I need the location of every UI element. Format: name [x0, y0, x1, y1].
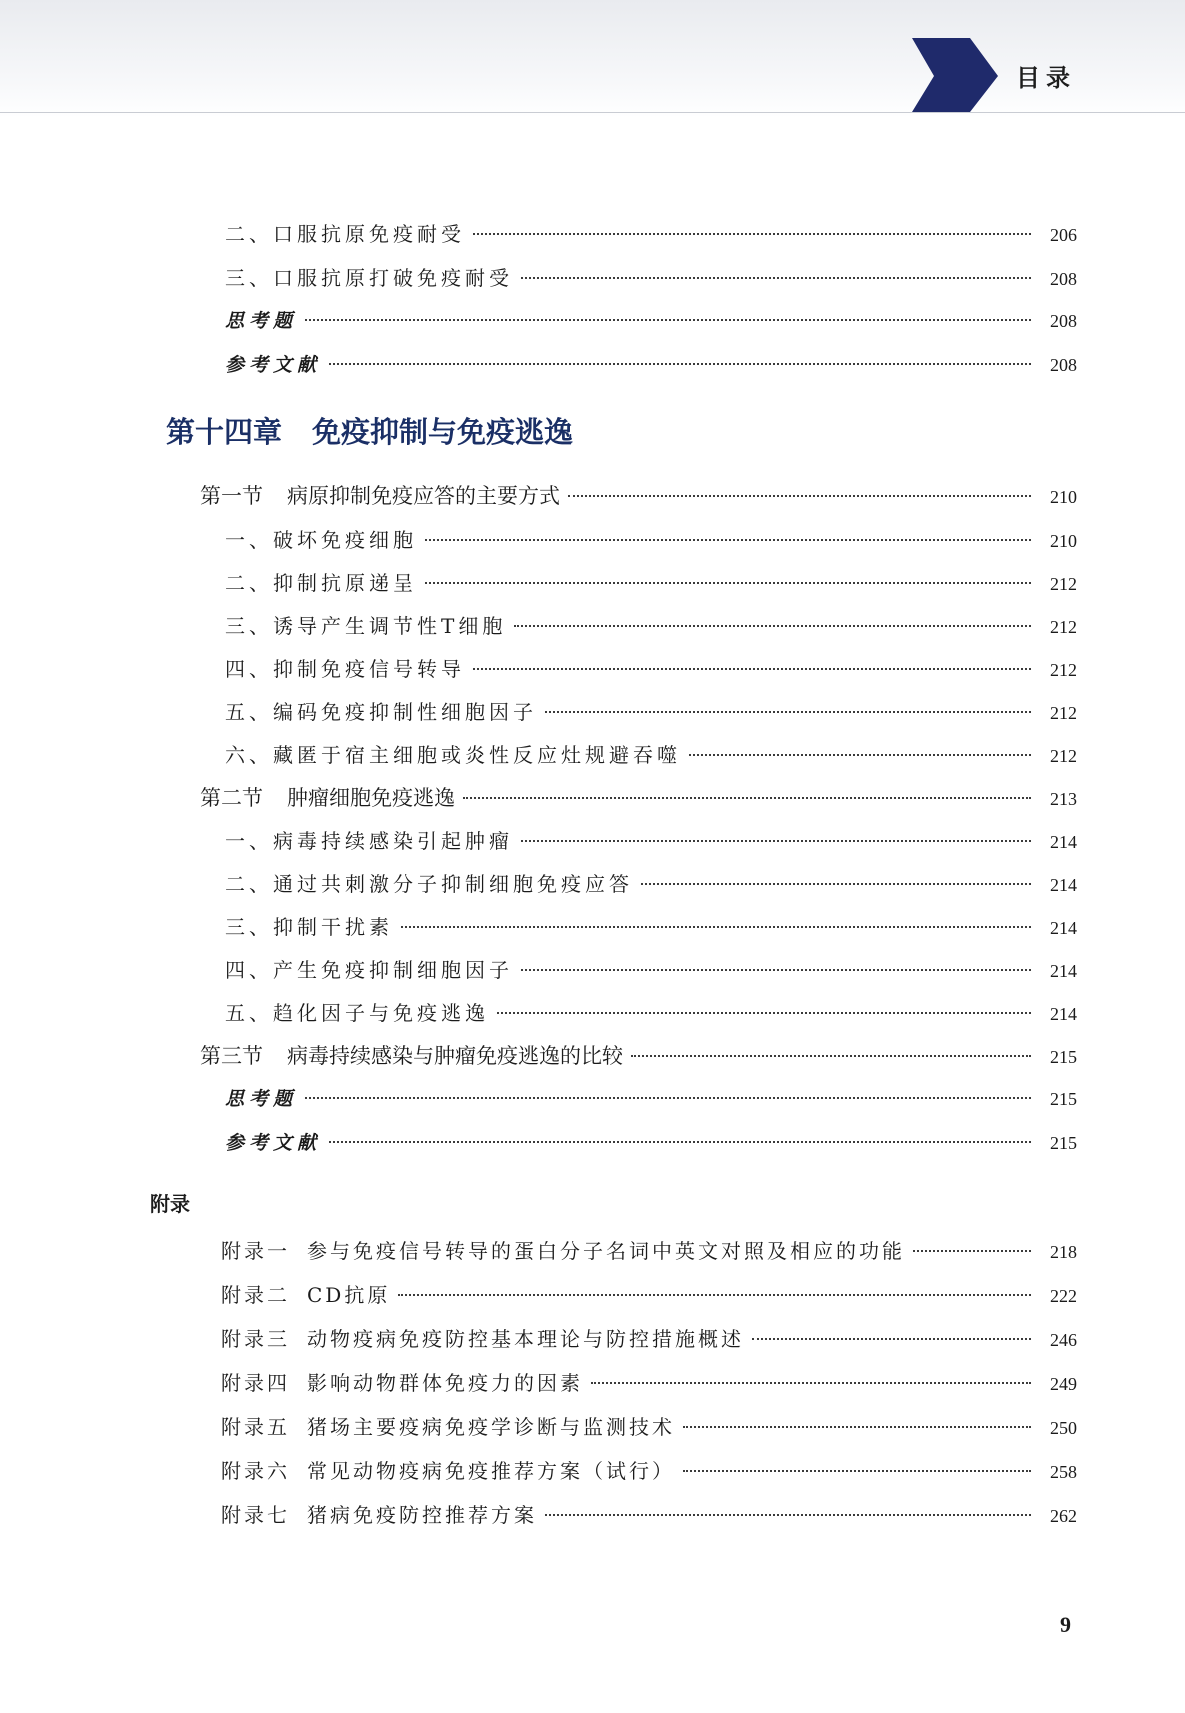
toc-appendix-page: 222: [1050, 1286, 1077, 1306]
toc-entry[interactable]: [225, 524, 1077, 553]
appendix-title: CD抗原: [307, 1283, 391, 1307]
appendix-title: 猪场主要疫病免疫学诊断与监测技术: [307, 1415, 675, 1439]
toc-entry-page: 208: [1050, 355, 1077, 375]
toc-appendix-entry[interactable]: [221, 1455, 1077, 1484]
dot-leader: [398, 1294, 1031, 1296]
running-header-title: 目录: [1016, 64, 1076, 92]
appendix-number: 附录二: [221, 1283, 290, 1307]
toc-appendix-entry[interactable]: [221, 1499, 1077, 1528]
toc-entry-label: 思考题: [225, 310, 298, 332]
chapter-title: 免疫抑制与免疫逃逸: [312, 415, 574, 449]
dot-leader: [514, 625, 1031, 627]
toc-appendix-page: 246: [1050, 1330, 1077, 1350]
dot-leader: [641, 883, 1031, 885]
dot-leader: [425, 582, 1031, 584]
toc-entry-label: 四、抑制免疫信号转导: [225, 657, 465, 681]
toc-entry[interactable]: [225, 262, 1077, 291]
toc-appendix-label: [221, 1235, 905, 1264]
toc-appendix-page: 258: [1050, 1462, 1077, 1482]
appendix-title: 参与免疫信号转导的蛋白分子名词中英文对照及相应的功能: [307, 1239, 905, 1263]
toc-entry-references[interactable]: [225, 1128, 1077, 1155]
toc-entry-page: 214: [1050, 918, 1077, 938]
section-title: 病毒持续感染与肿瘤免疫逃逸的比较: [287, 1044, 623, 1068]
toc-entry[interactable]: [225, 696, 1077, 725]
section-title: 肿瘤细胞免疫逃逸: [287, 786, 455, 810]
toc-appendix-page: 262: [1050, 1506, 1077, 1526]
dot-leader: [329, 1141, 1031, 1143]
dot-leader: [752, 1338, 1031, 1340]
toc-entry-page: 214: [1050, 1004, 1077, 1024]
dot-leader: [473, 668, 1031, 670]
toc-entry-page: 212: [1050, 574, 1077, 594]
appendix-title: 动物疫病免疫防控基本理论与防控措施概述: [307, 1327, 744, 1351]
toc-entry-label: 思考题: [225, 1088, 298, 1110]
toc-entry-page: 214: [1050, 875, 1077, 895]
dot-leader: [401, 926, 1031, 928]
section-title: 病原抑制免疫应答的主要方式: [287, 484, 560, 508]
toc-entry-label: 五、趋化因子与免疫逃逸: [225, 1001, 489, 1025]
toc-appendix-label: [221, 1279, 390, 1308]
dot-leader: [473, 233, 1031, 235]
dot-leader: [521, 277, 1031, 279]
toc-entry-label: 一、病毒持续感染引起肿瘤: [225, 829, 513, 853]
toc-entry-label: 六、藏匿于宿主细胞或炎性反应灶规避吞噬: [225, 743, 681, 767]
toc-entry-page: 215: [1050, 1089, 1077, 1109]
dot-leader: [545, 1514, 1031, 1516]
dot-leader: [631, 1055, 1031, 1057]
toc-entry-label: 参考文献: [225, 354, 322, 376]
appendix-number: 附录七: [221, 1503, 290, 1527]
toc-appendix-page: 218: [1050, 1242, 1077, 1262]
toc-entry[interactable]: [225, 218, 1077, 247]
dot-leader: [568, 495, 1031, 497]
toc-entry-page: 215: [1050, 1133, 1077, 1153]
toc-entry[interactable]: [225, 868, 1077, 897]
toc-entry[interactable]: [225, 954, 1077, 983]
toc-entry-label: 四、产生免疫抑制细胞因子: [225, 958, 513, 982]
dot-leader: [521, 969, 1031, 971]
chapter-heading[interactable]: [166, 410, 573, 451]
toc-entry-page: 214: [1050, 832, 1077, 852]
toc-entry-label: 一、破坏免疫细胞: [225, 528, 417, 552]
toc-entry-label: 五、编码免疫抑制性细胞因子: [225, 700, 537, 724]
toc-section[interactable]: [200, 1040, 1077, 1070]
appendix-number: 附录四: [221, 1371, 290, 1395]
toc-entry-page: 214: [1050, 961, 1077, 981]
dot-leader: [305, 1097, 1031, 1099]
toc-entry-page: 212: [1050, 660, 1077, 680]
toc-section-label: [200, 1040, 623, 1070]
toc-appendix-entry[interactable]: [221, 1279, 1077, 1308]
toc-entry-label: 二、通过共刺激分子抑制细胞免疫应答: [225, 872, 633, 896]
toc-appendix-entry[interactable]: [221, 1411, 1077, 1440]
toc-entry-label: 三、诱导产生调节性T细胞: [225, 614, 507, 638]
appendix-number: 附录五: [221, 1415, 290, 1439]
toc-entry[interactable]: [225, 997, 1077, 1026]
chapter-number: 第十四章: [166, 415, 283, 449]
toc-section-page: 215: [1050, 1047, 1077, 1067]
toc-appendix-label: [221, 1323, 744, 1352]
toc-entry-page: 208: [1050, 269, 1077, 289]
toc-appendix-label: [221, 1455, 675, 1484]
toc-entry-page: 212: [1050, 746, 1077, 766]
dot-leader: [689, 754, 1031, 756]
toc-entry-questions[interactable]: [225, 1084, 1077, 1111]
toc-section-page: 210: [1050, 487, 1077, 507]
toc-appendix-page: 250: [1050, 1418, 1077, 1438]
dot-leader: [497, 1012, 1031, 1014]
toc-appendix-page: 249: [1050, 1374, 1077, 1394]
toc-entry-label: 三、抑制干扰素: [225, 915, 393, 939]
toc-appendix-label: [221, 1367, 583, 1396]
appendix-number: 附录一: [221, 1239, 290, 1263]
appendix-title: 常见动物疫病免疫推荐方案（试行）: [307, 1459, 675, 1483]
toc-entry[interactable]: [225, 739, 1077, 768]
dot-leader: [591, 1382, 1031, 1384]
toc-entry-label: 二、口服抗原免疫耐受: [225, 222, 465, 246]
toc-section[interactable]: [200, 480, 1077, 510]
appendix-number: 附录三: [221, 1327, 290, 1351]
dot-leader: [463, 797, 1031, 799]
toc-section-label: [200, 782, 455, 812]
toc-entry-questions[interactable]: [225, 306, 1077, 333]
appendix-title: 影响动物群体免疫力的因素: [307, 1371, 583, 1395]
toc-entry-label: 三、口服抗原打破免疫耐受: [225, 266, 513, 290]
toc-entry[interactable]: [225, 610, 1077, 639]
toc-section-page: 213: [1050, 789, 1077, 809]
toc-appendix-label: [221, 1411, 675, 1440]
toc-entry-references[interactable]: [225, 350, 1077, 377]
dot-leader: [545, 711, 1031, 713]
toc-entry-page: 212: [1050, 617, 1077, 637]
dot-leader: [683, 1426, 1031, 1428]
toc-entry-page: 210: [1050, 531, 1077, 551]
page-number: 9: [1060, 1612, 1071, 1637]
section-number: 第一节: [200, 484, 263, 508]
dot-leader: [913, 1250, 1031, 1252]
dot-leader: [521, 840, 1031, 842]
toc-section[interactable]: [200, 782, 1077, 812]
toc-appendix-entry[interactable]: [221, 1367, 1077, 1396]
toc-appendix-label: [221, 1499, 537, 1528]
toc-entry-page: 212: [1050, 703, 1077, 723]
appendix-number: 附录六: [221, 1459, 290, 1483]
dot-leader: [683, 1470, 1031, 1472]
appendix-heading[interactable]: 附录: [150, 1192, 190, 1216]
toc-appendix-entry[interactable]: [221, 1235, 1077, 1264]
toc-appendix-entry[interactable]: [221, 1323, 1077, 1352]
toc-entry[interactable]: [225, 567, 1077, 596]
toc-entry-page: 206: [1050, 225, 1077, 245]
toc-section-label: [200, 480, 560, 510]
toc-entry[interactable]: [225, 653, 1077, 682]
toc-entry[interactable]: [225, 911, 1077, 940]
toc-entry-label: 二、抑制抗原递呈: [225, 571, 417, 595]
appendix-title: 猪病免疫防控推荐方案: [307, 1503, 537, 1527]
section-number: 第三节: [200, 1044, 263, 1068]
toc-entry-page: 208: [1050, 311, 1077, 331]
toc-entry[interactable]: [225, 825, 1077, 854]
toc-entry-label: 参考文献: [225, 1132, 322, 1154]
dot-leader: [305, 319, 1031, 321]
dot-leader: [425, 539, 1031, 541]
section-number: 第二节: [200, 786, 263, 810]
dot-leader: [329, 363, 1031, 365]
